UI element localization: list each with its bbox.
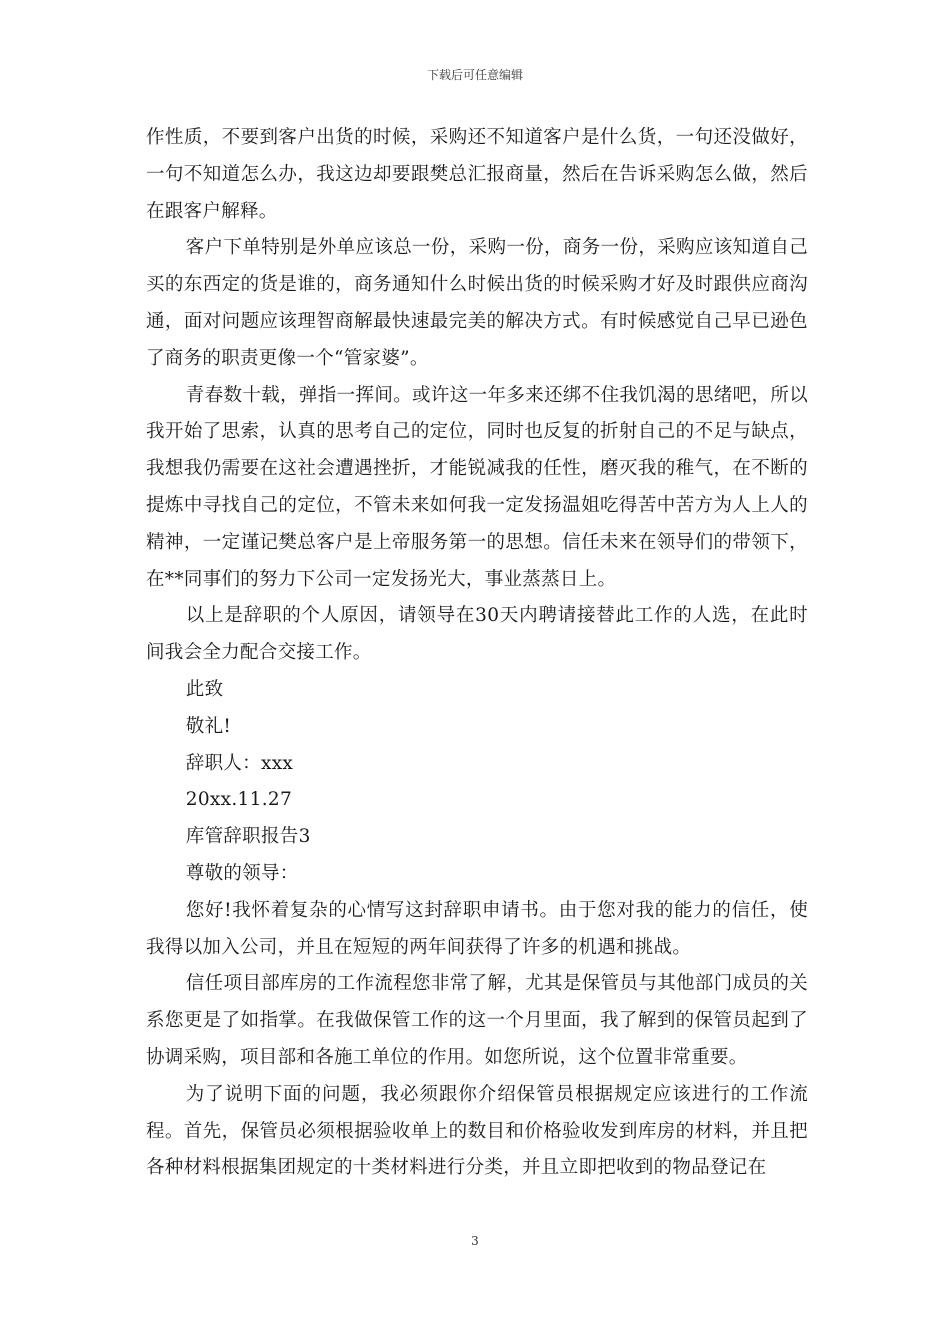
signature-line: 辞职人：xxx [185, 752, 294, 774]
page-number: 3 [471, 1234, 479, 1248]
closing-line: 此致 [185, 678, 224, 700]
paragraph: 为了说明下面的问题，我必须跟你介绍保管员根据规定应该进行的工作流程。首先，保管员必须根据验收单上的数目和价格验收发到库房的材料，并且把各种材料根据集团规定的十类材料进行分类，并且立即把收到的物品登记在 [146, 1083, 808, 1179]
paragraph: 作性质，不要到客户出货的时候，采购还不知道客户是什么货，一句还没做好，一句不知道怎么办，我这边却要跟樊总汇报商量，然后在告诉采购怎么做，然后在跟客户解释。 [146, 127, 808, 222]
paragraph: 青春数十载，弹指一挥间。或许这一年多来还绑不住我饥渴的思绪吧，所以我开始了思索，认真的思考自己的定位，同时也反复的折射自己的不足与缺点，我想我仍需要在这社会遭遇挫折，才能锐减我的任性，磨灭我的稚气，在不断的提炼中寻找自己的定位，不管未来如何我一定发扬温姐吃得苦中苦方为人上人的精神，一定谨记樊总客户是上帝服务第一的思想。信任未来在领导们的带领下，在**同事们的努力下公司一定发扬光大，事业蒸蒸日上。 [146, 384, 808, 590]
paragraph: 客户下单特别是外单应该总一份，采购一份，商务一份，采购应该知道自己买的东西定的货是谁的，商务通知什么时候出货的时候采购才好及时跟供应商沟通，面对问题应该理智商解最快速最完美的解决方式。有时候感觉自己早已逊色了商务的职责更像一个“管家婆”。 [146, 237, 808, 369]
page-header: 下载后可任意编辑 [426, 68, 523, 82]
salutation: 尊敬的领导： [185, 862, 299, 884]
paragraph: 信任项目部库房的工作流程您非常了解，尤其是保管员与其他部门成员的关系您更是了如指掌。在我做保管工作的这一个月里面，我了解到的保管员起到了协调采购，项目部和各施工单位的作用。如您所说，这个位置非常重要。 [146, 973, 808, 1068]
paragraph: 您好!我怀着复杂的心情写这封辞职申请书。由于您对我的能力的信任，使我得以加入公司，并且在短短的两年间获得了许多的机遇和挑战。 [146, 899, 808, 958]
document-body [146, 120, 808, 1187]
date-line: 20xx.11.27 [185, 789, 293, 811]
closing-salute: 敬礼! [185, 715, 232, 737]
paragraph: 以上是辞职的个人原因，请领导在30天内聘请接替此工作的人选，在此时间我会全力配合交接工作。 [146, 605, 808, 664]
section-title: 库管辞职报告3 [185, 826, 311, 848]
